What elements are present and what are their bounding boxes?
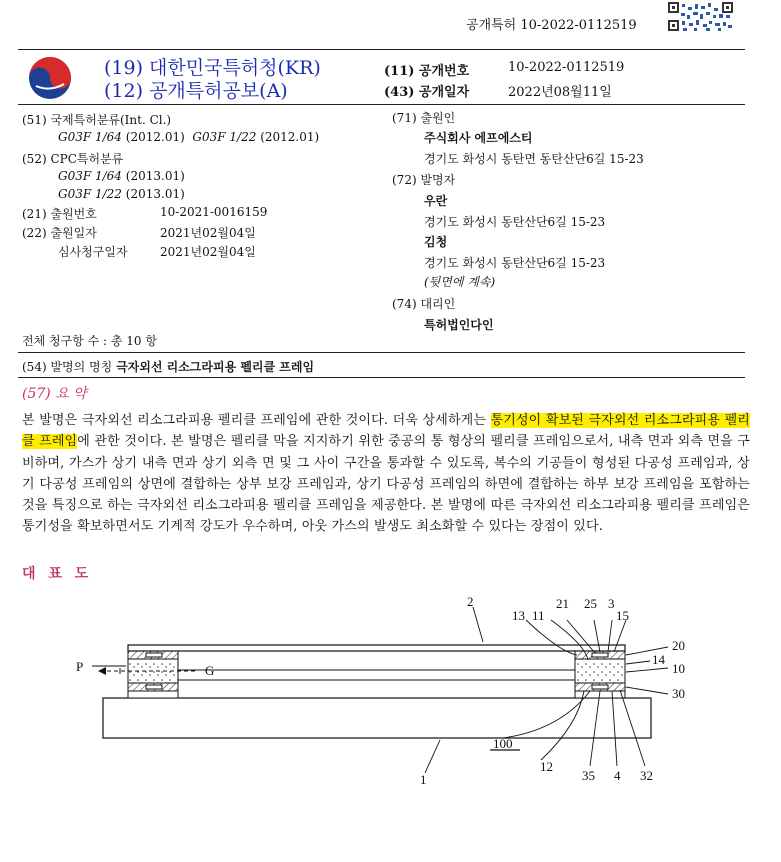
abstract-highlight: 통기성이 확보된 극자외선 리소그라피용 펠리클 프레임 [22, 413, 750, 450]
abstract-heading: (57) 요 약 [22, 386, 87, 402]
ipc-code: G03F 1/64 [58, 130, 122, 144]
abstract-body [22, 410, 750, 538]
continued-note: (뒷면에 계속) [424, 275, 496, 289]
pellicle-membrane [128, 645, 625, 651]
ref-label: 25 [584, 596, 597, 611]
cpc-row [58, 187, 185, 201]
ref-label: 14 [652, 652, 665, 667]
ref-label: 3 [608, 596, 615, 611]
ref-label: P [76, 659, 84, 674]
office-name: (19) 대한민국특허청(KR) [104, 57, 321, 79]
agent-name: 특허법인다인 [424, 318, 494, 332]
abstract-text: 에 관한 것이다. 본 발명은 펠리클 막을 지지하기 위한 중공의 통 형상의 펠리클 프레임으로서, 내측 면과 외측 면을 구비하며, 가스가 상기 내측 면과 상기 외측 면 및 그 사이 구간을 통과할 수 있도록, 복수의 기공들이 형성된 다공성 프레임과, 상기 다공성 프레임의 상면에 결합하는 상부 보강 프레임과, 상기 다공성 프레임의 하면에 결합하는 하부 보강 프레임을 포함하는 것을 특징으로 하는 극자외선 리소그라피용 펠리클 프레임을 제공한다. 본 발명에 따른 극자외선 리소그라피용 펠리클 프레임은 통기성을 확보하면서도 기계적 강도가 우수하며, 아웃 가스의 발생도 최소화할 수 있다는 장점이 있다. [22, 434, 750, 535]
cpc-code: G03F 1/64 [58, 169, 122, 183]
app-date-value: 2021년02월04일 [160, 226, 256, 240]
ref-label: 2 [467, 594, 474, 609]
inventor-name: 김청 [424, 235, 448, 249]
ref-label: G [205, 663, 215, 678]
ref-label: 21 [556, 596, 569, 611]
app-number-value: 10-2021-0016159 [160, 205, 268, 219]
pub-date-value: 2022년08월11일 [508, 85, 612, 100]
pub-date-label: (43) 공개일자 [384, 85, 470, 100]
exam-date-label: 심사청구일자 [58, 245, 128, 259]
ipc-row [58, 130, 319, 144]
ref-label: 30 [672, 686, 685, 701]
ipc-code: G03F 1/22 [192, 130, 257, 144]
ref-label: 20 [672, 638, 685, 653]
pub-number-label: (11) 공개번호 [384, 64, 470, 79]
ipc-date: (2012.01) [125, 130, 185, 144]
divider [18, 104, 745, 105]
cpc-date: (2013.01) [125, 187, 185, 201]
agent-label: (74) 대리인 [392, 297, 456, 311]
applicant-address: 경기도 화성시 동탄면 동탄산단6길 15-23 [424, 152, 644, 166]
header-pub-number: 공개특허 10-2022-0112519 [466, 18, 637, 33]
app-number-label: (21) 출원번호 [22, 207, 97, 221]
cpc-row [58, 169, 185, 183]
right-frame [575, 651, 625, 698]
invention-title-text: 극자외선 리소그라피용 펠리클 프레임 [116, 360, 315, 374]
ref-label: 11 [532, 608, 545, 623]
ref-label: 32 [640, 768, 653, 783]
ref-label: 13 [512, 608, 525, 623]
cpc-code: G03F 1/22 [58, 187, 122, 201]
figure-heading: 대 표 도 [22, 566, 93, 582]
ref-label: 15 [616, 608, 629, 623]
exam-date-value: 2021년02월04일 [160, 245, 256, 259]
abstract-text: 본 발명은 극자외선 리소그라피용 펠리클 프레임에 관한 것이다. 더욱 상세하게는 [22, 413, 491, 428]
inventor-name: 우란 [424, 194, 448, 208]
ref-label: 12 [540, 759, 553, 774]
app-date-label: (22) 출원일자 [22, 226, 97, 240]
ref-label: 35 [582, 768, 595, 783]
ref-label: 1 [420, 772, 427, 787]
invention-title [22, 358, 314, 375]
cpc-date: (2013.01) [125, 169, 185, 183]
divider [18, 49, 745, 50]
invention-title-label: (54) 발명의 명칭 [22, 360, 113, 374]
pub-number-value: 10-2022-0112519 [508, 60, 625, 75]
divider [18, 377, 745, 378]
inventor-address: 경기도 화성시 동탄산단6길 15-23 [424, 256, 606, 270]
document-type: (12) 공개특허공보(A) [104, 80, 288, 102]
applicant-name: 주식회사 에프에스티 [424, 131, 533, 145]
taegeuk-emblem-icon [28, 56, 72, 100]
ref-label: 10 [672, 661, 685, 676]
ipc-date: (2012.01) [260, 130, 320, 144]
ref-label: 100 [493, 736, 513, 751]
mask-substrate [103, 698, 651, 738]
qr-code-icon [668, 2, 734, 32]
representative-drawing [0, 590, 781, 862]
divider [18, 352, 745, 353]
applicant-label: (71) 출원인 [392, 111, 456, 125]
ref-label: 4 [614, 768, 621, 783]
cpc-label: (52) CPC특허분류 [22, 152, 124, 166]
ipc-label: (51) 국제특허분류(Int. Cl.) [22, 113, 172, 127]
left-frame [128, 651, 178, 698]
inventor-address: 경기도 화성시 동탄산단6길 15-23 [424, 215, 606, 229]
claims-count: 전체 청구항 수 : 총 10 항 [22, 334, 157, 348]
inventor-label: (72) 발명자 [392, 173, 456, 187]
